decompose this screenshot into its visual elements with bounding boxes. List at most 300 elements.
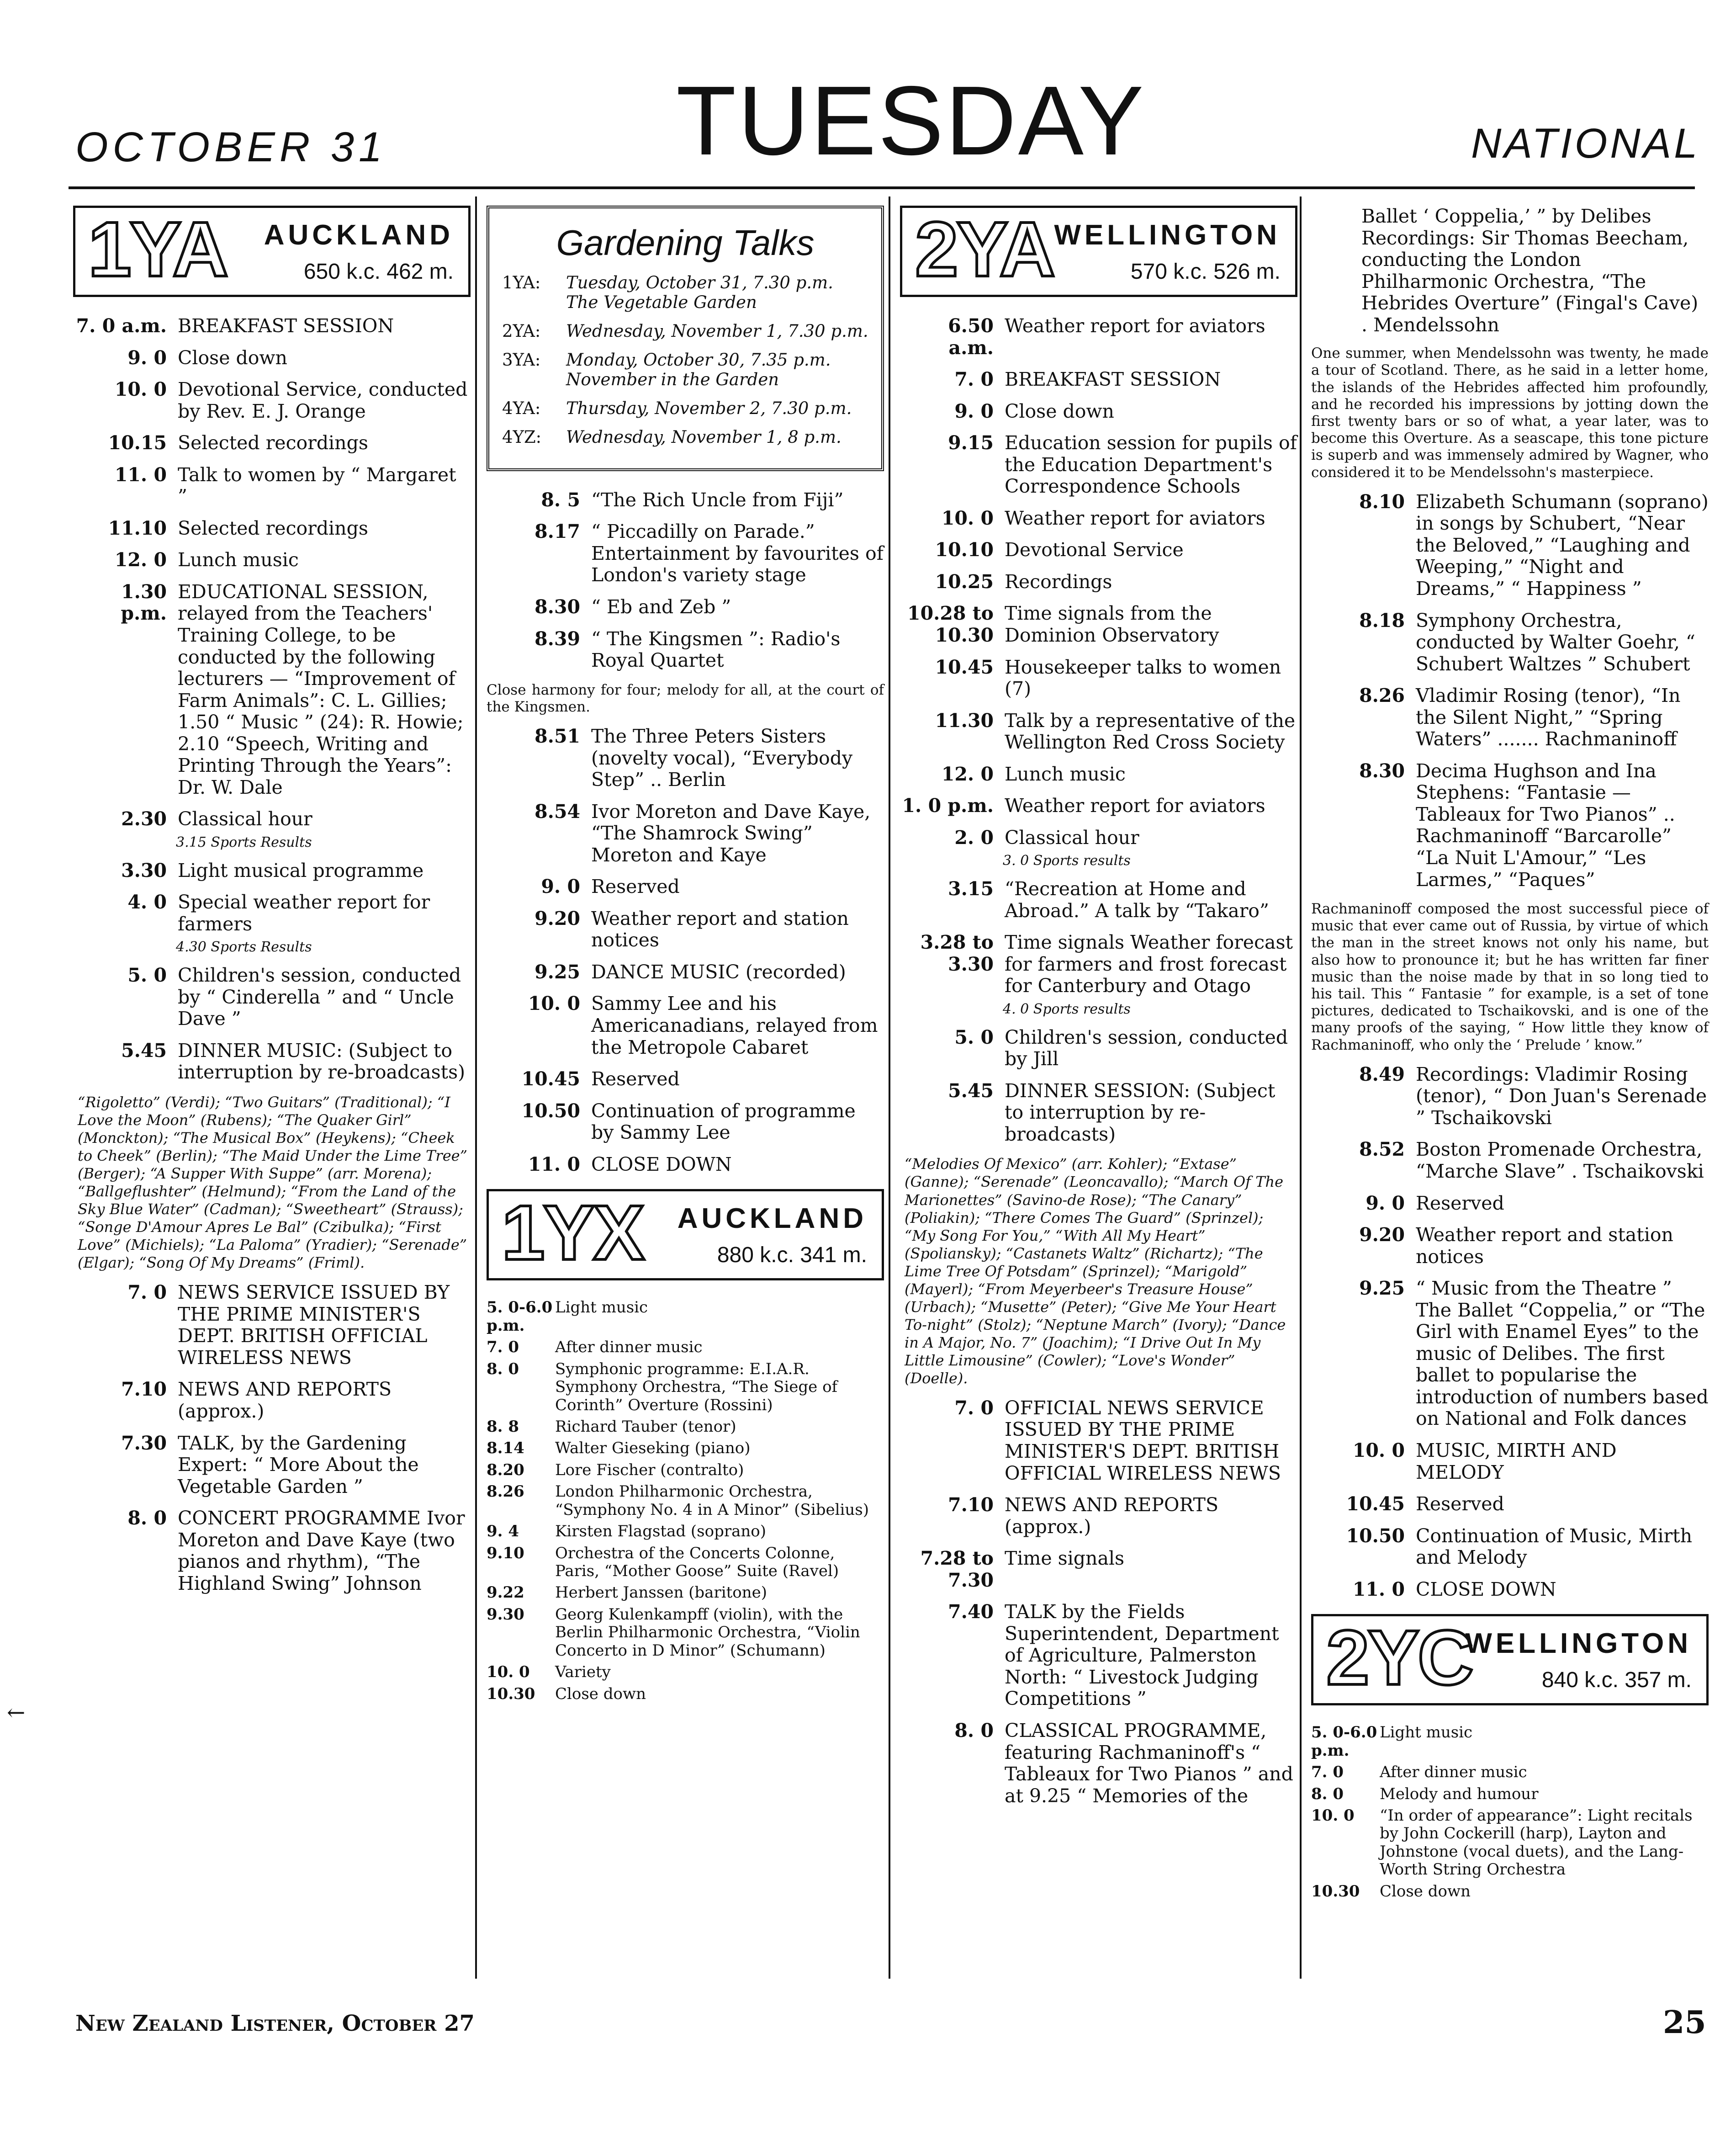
programme-time: 7.30: [121, 1432, 167, 1454]
programme-time: 6.50 a.m.: [948, 315, 994, 359]
gardening-talks-box: [487, 206, 884, 471]
list-time: 8.20: [487, 1460, 524, 1479]
programme-item: [1311, 1278, 1709, 1430]
list-description: Herbert Janssen (baritone): [555, 1583, 767, 1602]
programme-time: 10.45: [521, 1068, 580, 1090]
programme-description: Reserved: [1416, 1192, 1504, 1214]
station-list-item: [1311, 1785, 1709, 1803]
station-list-item: [487, 1360, 884, 1414]
programme-description: Continuation of Music, Mirth and Melody: [1416, 1524, 1693, 1569]
programme-item: [900, 432, 1297, 498]
programme-item: [1311, 1440, 1709, 1483]
programme-time: 10. 0: [1352, 1439, 1405, 1461]
programme-time: 7.40: [948, 1601, 994, 1623]
programme-item: [487, 596, 884, 618]
station-list-item: [487, 1338, 884, 1356]
programme-time: 1.30 p.m.: [121, 580, 167, 625]
programme-item: [1311, 1139, 1709, 1182]
programme-description: TALK by the Fields Superintendent, Department of Agriculture, Palmerston North: “ Livestock Judging Competitions ”: [1005, 1601, 1279, 1710]
programme-description: Reserved: [1416, 1493, 1504, 1515]
programme-time: 10.45: [935, 656, 994, 678]
programme-description: Selected recordings: [178, 432, 368, 454]
programme-description: Continuation of programme by Sammy Lee: [591, 1099, 856, 1144]
programme-time: 10.15: [108, 432, 167, 454]
list-description: “In order of appearance”: Light recitals by John Cockerill (harp), Layton and Johnstone (vocal duets), and the Lang-Worth String Orchestra: [1380, 1806, 1693, 1879]
programme-time: 11. 0: [528, 1153, 580, 1175]
programme-time: 9.20: [535, 907, 580, 929]
programme-item: [900, 795, 1297, 817]
list-time: 9.22: [487, 1583, 524, 1602]
programme-item: [900, 657, 1297, 700]
station-list-item: [1311, 1883, 1709, 1901]
programme-item: [1311, 1525, 1709, 1569]
list-description: Symphonic programme: E.I.A.R. Symphony Orchestra, “The Siege of Corinth” Overture (Rossini): [555, 1359, 838, 1414]
programme-item: [487, 521, 884, 586]
programme-item: [487, 876, 884, 898]
programme-item: [1311, 1493, 1709, 1515]
programme-item: [900, 401, 1297, 423]
programme-time: 9.25: [1359, 1277, 1405, 1300]
station-frequency: 840 k.c. 357 m.: [1541, 1668, 1692, 1693]
programme-item: [900, 878, 1297, 922]
gardening-talk-row: [502, 399, 868, 419]
programme-description: Boston Promenade Orchestra, “Marche Slave” . Tschaikovski: [1416, 1138, 1704, 1182]
gardening-time: Wednesday, November 1, 8 p.m.: [566, 427, 842, 447]
scan-mark: ←: [7, 1700, 26, 1726]
programme-time: 8.10: [1359, 490, 1405, 513]
programme-item: [73, 315, 471, 337]
programme-description: Close down: [178, 346, 287, 369]
station-list-item: [487, 1461, 884, 1479]
station-call: 2YC: [1326, 1614, 1472, 1702]
list-description: Close down: [1380, 1882, 1471, 1901]
programme-time: 8.30: [535, 596, 580, 618]
station-frequency: 880 k.c. 341 m.: [717, 1243, 867, 1268]
programme-description: BREAKFAST SESSION: [178, 315, 394, 337]
kingsmen-note: Close harmony for four; melody for all, at the court of the Kingsmen.: [487, 681, 884, 715]
programme-item: [1311, 760, 1709, 891]
gardening-time: Tuesday, October 31, 7.30 p.m. The Vegetable Garden: [566, 273, 833, 313]
column-4: [1311, 206, 1709, 1904]
programme-item: [73, 581, 471, 798]
gardening-talk-row: [502, 428, 868, 447]
programme-time: 7.28 to 7.30: [920, 1547, 994, 1591]
list-description: Lore Fischer (contralto): [555, 1460, 744, 1479]
gardening-time: Thursday, November 2, 7.30 p.m.: [566, 398, 852, 418]
programme-time: 11.10: [108, 517, 167, 539]
gardening-talk-row: [502, 273, 868, 313]
programme-time: 5.45: [948, 1079, 994, 1102]
list-time: 10. 0: [487, 1663, 530, 1682]
programme-item: [900, 1548, 1297, 1591]
list-description: Georg Kulenkampff (violin), with the Berlin Philharmonic Orchestra, “Violin Concerto in D Minor” (Schumann): [555, 1605, 860, 1660]
programme-time: 5. 0: [127, 964, 167, 987]
programme-time: 8. 5: [541, 488, 580, 511]
programme-description: EDUCATIONAL SESSION, relayed from the Teachers' Training College, to be conducted by the following lecturers — “Improvement of Farm Animals”: C. L. Gillies; 1.50 “ Music ” (24): R. Howie; 2.10 “Speech, Writing and Printing Through the Years”: Dr. W. Dale: [178, 580, 464, 798]
station-list-item: [487, 1439, 884, 1457]
programme-description: Weather report and station notices: [591, 907, 849, 951]
programme-description: Weather report for aviators: [1005, 315, 1265, 337]
programme-time: 9.25: [535, 961, 580, 983]
programme-item: [1311, 610, 1709, 675]
programme-time: 2. 0: [954, 826, 994, 849]
programme-item: [487, 908, 884, 951]
programme-time: 10.50: [521, 1099, 580, 1122]
programme-description: Special weather report for farmers: [178, 891, 430, 935]
station-box: [487, 1189, 884, 1280]
station-list-item: [1311, 1724, 1709, 1760]
programme-item: [487, 801, 884, 866]
programme-description: Weather report for aviators: [1005, 795, 1265, 817]
programme-description: Close down: [1005, 400, 1114, 422]
programme-description: Decima Hughson and Ina Stephens: “Fantasie — Tableaux for Two Pianos” .. Rachmaninoff “Barcarolle” “La Nuit L'Amour,” “Les Larmes,” “Paques”: [1416, 759, 1675, 891]
programme-item: [73, 1379, 471, 1422]
programme-description: Children's session, conducted by “ Cinderella ” and “ Uncle Dave ”: [178, 964, 461, 1030]
programme-description: Weather report for aviators: [1005, 507, 1265, 529]
list-time: 9.10: [487, 1544, 524, 1562]
programme-description: CLOSE DOWN: [591, 1153, 732, 1175]
column-1yA: [73, 206, 471, 1604]
sports-results: 3.15 Sports Results: [176, 834, 312, 850]
programme-item: [900, 710, 1297, 754]
programme-description: “ Eb and Zeb ”: [591, 596, 731, 618]
column-2YA: [900, 206, 1297, 1817]
programme-description: Weather report and station notices: [1416, 1224, 1673, 1268]
programme-time: 7. 0: [954, 1396, 994, 1419]
station-call: 2YA: [915, 206, 1054, 293]
station-city: WELLINGTON: [1054, 219, 1281, 251]
programme-item: [73, 1040, 471, 1083]
list-description: Walter Gieseking (piano): [555, 1439, 751, 1458]
dinner-session-note: “Melodies Of Mexico” (arr. Kohler); “Extase” (Ganne); “Serenade” (Leoncavallo); “March Of The Marionettes” (Savino-de Rose); “The Canary” (Poliakin); “There Comes The Guard” (Sprinzel); “My Song For You,” “With All My Heart” (Spoliansky); “Castanets Waltz” (Richartz); “The Lime Tree Of Potsdam” (Sprinzel); “Marigold” (Mayerl); “From Meyerbeer's Treasure House” (Urbach); “Musette” (Peter); “Give Me Your Heart To-night” (Stolz); “Neptune March” (Ivory); “Dance in A Major, No. 7” (Joachim); “I Drive Out In My Little Limousine” (Cowler); “Love's Wonder” (Doelle).: [905, 1155, 1286, 1387]
programme-item: [73, 965, 471, 1030]
programme-description: Lunch music: [178, 549, 299, 571]
list-time: 8.26: [487, 1482, 524, 1501]
programme-description: TALK, by the Gardening Expert: “ More About the Vegetable Garden ”: [178, 1432, 419, 1497]
gardening-talks-title: Gardening Talks: [556, 223, 815, 263]
programme-item: [1311, 685, 1709, 750]
programme-item: [487, 993, 884, 1058]
station-call: 1YA: [88, 206, 227, 293]
programme-description: Housekeeper talks to women (7): [1005, 656, 1281, 700]
list-time: 8. 8: [487, 1417, 519, 1436]
programme-description: CLASSICAL PROGRAMME, featuring Rachmaninoff's “ Tableaux for Two Pianos ” and at 9.25 “ Memories of the: [1005, 1719, 1293, 1807]
programme-item: [487, 1100, 884, 1144]
programme-item: [1311, 1064, 1709, 1129]
column-divider: [1300, 196, 1302, 1979]
list-description: Light music: [1380, 1723, 1473, 1742]
station-box: [900, 206, 1297, 297]
gardening-station: 3YA:: [502, 350, 541, 370]
gardening-station: 4YA:: [502, 398, 541, 418]
header-network: NATIONAL: [1471, 120, 1700, 167]
programme-item: [73, 379, 471, 422]
programme-description: Reserved: [591, 1068, 680, 1090]
programme-description: NEWS AND REPORTS (approx.): [178, 1378, 392, 1422]
programme-item: [900, 539, 1297, 561]
programme-description: Talk by a representative of the Wellington Red Cross Society: [1005, 709, 1296, 754]
programme-description: Devotional Service, conducted by Rev. E. J. Orange: [178, 378, 468, 422]
programme-item: [73, 1508, 471, 1594]
station-list-item: [487, 1685, 884, 1703]
programme-description: CONCERT PROGRAMME Ivor Moreton and Dave Kaye (two pianos and rhythm), “The Highland Swing” Johnson: [178, 1507, 465, 1594]
list-time: 7. 0: [1311, 1763, 1344, 1782]
programme-time: 8.17: [535, 520, 580, 543]
programme-time: 9. 0: [954, 400, 994, 422]
programme-description: Talk to women by “ Margaret ”: [178, 463, 456, 508]
programme-description: Vladimir Rosing (tenor), “In the Silent Night,” “Spring Waters” ....... Rachmaninoff: [1416, 685, 1681, 750]
programme-description: Recordings: [1005, 570, 1112, 593]
programme-item: [73, 1433, 471, 1498]
programme-description: BREAKFAST SESSION: [1005, 368, 1221, 391]
programme-description: DINNER MUSIC: (Subject to interruption by re-broadcasts): [178, 1039, 466, 1083]
programme-description: Ivor Moreton and Dave Kaye, “The Shamrock Swing” Moreton and Kaye: [591, 800, 871, 866]
programme-description: DINNER SESSION: (Subject to interruption by re-broadcasts): [1005, 1079, 1276, 1145]
list-description: After dinner music: [1380, 1763, 1527, 1782]
list-description: After dinner music: [555, 1338, 703, 1357]
programme-time: 8.49: [1359, 1063, 1405, 1085]
rachmaninoff-note: Rachmaninoff composed the most successful piece of music that ever came out of Russia, by virtue of which the man in the street knows not only his name, but also how to pronounce it; but he has written far finer music than the noise made by that in so long tied to his tail. This “ Fantasie ” for example, is a set of tone pictures, dedicated to Tschaikovski, and is one of the many proofs of the saying, “ How little they know of Rachmaninoff, who only the ‘ Prelude ’ know.”: [1311, 901, 1709, 1053]
programme-time: 8.39: [535, 627, 580, 650]
programme-item: [900, 932, 1297, 997]
column-divider: [889, 196, 890, 1979]
station-list-item: [487, 1663, 884, 1681]
programme-description: Classical hour: [178, 808, 312, 830]
gardening-talks-rows: [502, 273, 868, 447]
programme-item: [487, 1154, 884, 1176]
programme-time: 5. 0: [954, 1026, 994, 1048]
programme-item: [487, 726, 884, 791]
programme-time: 7. 0: [127, 1281, 167, 1304]
programme-time: 10.50: [1346, 1524, 1405, 1547]
programme-item: [73, 808, 471, 830]
list-time: 7. 0: [487, 1338, 519, 1357]
programme-item: [487, 961, 884, 983]
programme-item: [73, 347, 471, 369]
programme-time: 12. 0: [941, 763, 994, 785]
programme-description: Reserved: [591, 876, 680, 898]
list-time: 10.30: [1311, 1882, 1360, 1901]
station-city: AUCKLAND: [677, 1203, 867, 1235]
programme-description: NEWS AND REPORTS (approx.): [1005, 1494, 1219, 1538]
programme-item: [1311, 1579, 1709, 1601]
programme-description: Symphony Orchestra, conducted by Walter Goehr, “ Schubert Waltzes ” Schubert: [1416, 609, 1695, 675]
programme-item: [73, 892, 471, 935]
gardening-station: 1YA:: [502, 273, 541, 293]
station-list-item: [487, 1606, 884, 1660]
programme-time: 10. 0: [528, 993, 580, 1015]
dinner-music-note: “Rigoletto” (Verdi); “Two Guitars” (Traditional); “I Love the Moon” (Rubens); “The Quaker Girl” (Monckton); “The Musical Box” (Heykens); “Cheek to Cheek” (Berlin); “The Maid Under the Lime Tree” (Berger); “A Supper With Suppe” (arr. Morena); “Ballgeflushter” (Helmund); “From the Land of the Sky Blue Water” (Cadman); “Sweetheart” (Strauss); “Songe D'Amour Apres Le Bal” (Czibulka); “First Love” (Michiels); “La Paloma” (Yradier); “Serenade” (Elgar); “Song Of My Dreams” (Friml).: [78, 1093, 467, 1272]
programme-time: 11.30: [935, 709, 994, 732]
gardening-talk-row: [502, 350, 868, 390]
programme-time: 7.10: [948, 1494, 994, 1516]
programme-time: 3.15: [948, 878, 994, 900]
programme-time: 4. 0: [127, 891, 167, 913]
programme-item: [1311, 1224, 1709, 1268]
programme-time: 7. 0: [954, 368, 994, 391]
programme-time: 10.28 to 10.30: [907, 602, 994, 647]
footer-credit: New Zealand Listener, October 27: [75, 2011, 475, 2036]
programme-item: [900, 1027, 1297, 1070]
programme-description: Lunch music: [1005, 763, 1126, 785]
programme-item: [900, 571, 1297, 593]
gardening-talk-row: [502, 322, 868, 341]
programme-item: [487, 489, 884, 511]
programme-item: [900, 508, 1297, 530]
programme-time: 8.54: [535, 800, 580, 823]
list-time: 10. 0: [1311, 1806, 1355, 1825]
station-list-item: [487, 1483, 884, 1519]
programme-description: Light musical programme: [178, 859, 424, 881]
programme-description: Sammy Lee and his Americanadians, relayed from the Metropole Cabaret: [591, 993, 878, 1058]
programme-item: [900, 1080, 1297, 1146]
station-frequency: 650 k.c. 462 m.: [303, 260, 454, 284]
station-list-item: [487, 1584, 884, 1602]
programme-time: 8. 0: [127, 1507, 167, 1529]
programme-description: Classical hour: [1005, 826, 1139, 849]
programme-time: 10.45: [1346, 1493, 1405, 1515]
gardening-time: Monday, October 30, 7.35 p.m. November in the Garden: [566, 350, 831, 390]
list-time: 8. 0: [487, 1359, 519, 1378]
list-description: Light music: [555, 1298, 648, 1317]
continued-programme: Ballet ‘ Coppelia,’ ” by Delibes Recordings: Sir Thomas Beecham, conducting the London Philharmonic Orchestra, “The Hebrides Overture” (Fingal's Cave) . Mendelssohn: [1361, 205, 1699, 336]
programme-description: NEWS SERVICE ISSUED BY THE PRIME MINISTER'S DEPT. BRITISH OFFICIAL WIRELESS NEWS: [178, 1281, 450, 1369]
programme-time: 10.25: [935, 570, 994, 593]
programme-description: Time signals from the Dominion Observatory: [1005, 602, 1219, 647]
station-list-item: [487, 1418, 884, 1436]
programme-time: 9. 0: [1366, 1192, 1405, 1214]
header-day: TUESDAY: [676, 65, 1146, 175]
station-frequency: 570 k.c. 526 m.: [1130, 260, 1281, 284]
programme-description: Elizabeth Schumann (soprano) in songs by Schubert, “Near the Beloved,” “Laughing and Weeping,” “Night and Dreams,” “ Happiness ”: [1416, 490, 1709, 600]
list-time: 9. 4: [487, 1522, 519, 1541]
programme-description: Time signals Weather forecast for farmers and frost forecast for Canterbury and Otago: [1005, 931, 1293, 997]
programme-description: DANCE MUSIC (recorded): [591, 961, 846, 983]
programme-description: Selected recordings: [178, 517, 368, 539]
sports-results: 3. 0 Sports results: [1003, 853, 1131, 869]
hebrides-note: One summer, when Mendelssohn was twenty, he made a tour of Scotland. There, as he said in a letter home, the islands of the Hebrides affected him profoundly, and he recorded his impressions by jotting down the first twenty bars or so of what, a year later, was to become this Overture. As a seascape, this tone picture is superb and was immensely admired by Wagner, who considered it to be Mendelssohn's masterpiece.: [1311, 345, 1709, 481]
programme-item: [900, 369, 1297, 391]
programme-item: [73, 518, 471, 540]
programme-time: 8.51: [535, 725, 580, 748]
programme-time: 1. 0 p.m.: [902, 795, 994, 817]
programme-time: 9.20: [1359, 1224, 1405, 1246]
programme-description: Time signals: [1005, 1547, 1125, 1570]
station-list-item: [487, 1523, 884, 1540]
station-city: AUCKLAND: [264, 219, 454, 251]
station-box: [1311, 1614, 1709, 1705]
programme-description: “The Rich Uncle from Fiji”: [591, 488, 844, 511]
programme-time: 11. 0: [114, 463, 167, 486]
programme-item: [73, 432, 471, 454]
programme-time: 8.30: [1359, 759, 1405, 782]
programme-description: “ Piccadilly on Parade.” Entertainment by favourites of London's variety stage: [591, 520, 884, 586]
programme-item: [900, 764, 1297, 786]
programme-description: MUSIC, MIRTH AND MELODY: [1416, 1439, 1617, 1483]
programme-description: Education session for pupils of the Education Department's Correspondence Schools: [1005, 432, 1297, 498]
programme-time: 12. 0: [114, 549, 167, 571]
station-box: [73, 206, 471, 297]
list-description: Orchestra of the Concerts Colonne, Paris, “Mother Goose” Suite (Ravel): [555, 1544, 839, 1580]
sports-results: 4. 0 Sports results: [1003, 1001, 1131, 1017]
programme-item: [73, 464, 471, 508]
column-2: [487, 206, 884, 1707]
list-description: Variety: [555, 1663, 611, 1682]
list-time: 9.30: [487, 1605, 524, 1624]
list-time: 8. 0: [1311, 1784, 1344, 1803]
programme-time: 8.18: [1359, 609, 1405, 632]
sports-results: 4.30 Sports Results: [176, 939, 312, 956]
programme-time: 5.45: [121, 1039, 167, 1062]
programme-item: [487, 628, 884, 672]
programme-item: [73, 549, 471, 571]
list-time: 8.14: [487, 1439, 524, 1458]
programme-time: 9.15: [948, 432, 994, 454]
programme-item: [900, 1601, 1297, 1710]
programme-item: [900, 1720, 1297, 1807]
programme-item: [487, 1068, 884, 1090]
gardening-station: 4YZ:: [502, 427, 542, 447]
programme-description: “ Music from the Theatre ” The Ballet “Coppelia,” or “The Girl with Enamel Eyes” to the music of Delibes. The first ballet to popularise the introduction of numbers based on National and Folk dances: [1416, 1277, 1709, 1430]
programme-time: 7. 0 a.m.: [76, 315, 167, 337]
programme-description: “Recreation at Home and Abroad.” A talk by “Takaro”: [1005, 878, 1269, 922]
page-number: 25: [1663, 2004, 1706, 2041]
programme-item: [1311, 491, 1709, 600]
programme-time: 9. 0: [127, 346, 167, 369]
list-time: 5. 0-6.0 p.m.: [1311, 1723, 1377, 1760]
list-description: Melody and humour: [1380, 1784, 1539, 1803]
programme-description: Children's session, conducted by Jill: [1005, 1026, 1288, 1070]
programme-description: The Three Peters Sisters (novelty vocal), “Everybody Step” .. Berlin: [591, 725, 853, 791]
programme-item: [73, 1282, 471, 1369]
list-description: London Philharmonic Orchestra, “Symphony No. 4 in A Minor” (Sibelius): [555, 1482, 869, 1519]
programme-item: [1311, 1193, 1709, 1215]
programme-item: [900, 1494, 1297, 1538]
programme-time: 9. 0: [541, 876, 580, 898]
column-divider: [475, 196, 477, 1979]
programme-time: 2.30: [121, 808, 167, 830]
programme-description: Devotional Service: [1005, 539, 1184, 561]
station-list-item: [487, 1545, 884, 1581]
programme-item: [900, 603, 1297, 646]
programme-item: [900, 315, 1297, 359]
programme-time: 8.52: [1359, 1138, 1405, 1161]
list-description: Kirsten Flagstad (soprano): [555, 1522, 767, 1541]
list-time: 10.30: [487, 1684, 535, 1703]
programme-description: “ The Kingsmen ”: Radio's Royal Quartet: [591, 627, 841, 672]
programme-time: 10. 0: [114, 378, 167, 401]
station-list-item: [487, 1299, 884, 1335]
programme-description: CLOSE DOWN: [1416, 1578, 1556, 1600]
programme-time: 3.28 to 3.30: [920, 931, 994, 975]
programme-time: 3.30: [121, 859, 167, 881]
programme-time: 10. 0: [941, 507, 994, 529]
station-list-item: [1311, 1807, 1709, 1879]
programme-time: 10.10: [935, 539, 994, 561]
programme-item: [900, 827, 1297, 849]
header-date: OCTOBER 31: [75, 124, 387, 170]
header-rule: [69, 186, 1695, 189]
programme-time: 11. 0: [1352, 1578, 1405, 1600]
programme-item: [73, 860, 471, 882]
list-description: Richard Tauber (tenor): [555, 1417, 736, 1436]
programme-time: 7.10: [121, 1378, 167, 1401]
programme-description: Recordings: Vladimir Rosing (tenor), “ Don Juan's Serenade ” Tschaikovski: [1416, 1063, 1707, 1129]
programme-item: [900, 1397, 1297, 1484]
station-city: WELLINGTON: [1465, 1628, 1692, 1660]
gardening-station: 2YA:: [502, 321, 541, 341]
list-description: Close down: [555, 1684, 646, 1703]
